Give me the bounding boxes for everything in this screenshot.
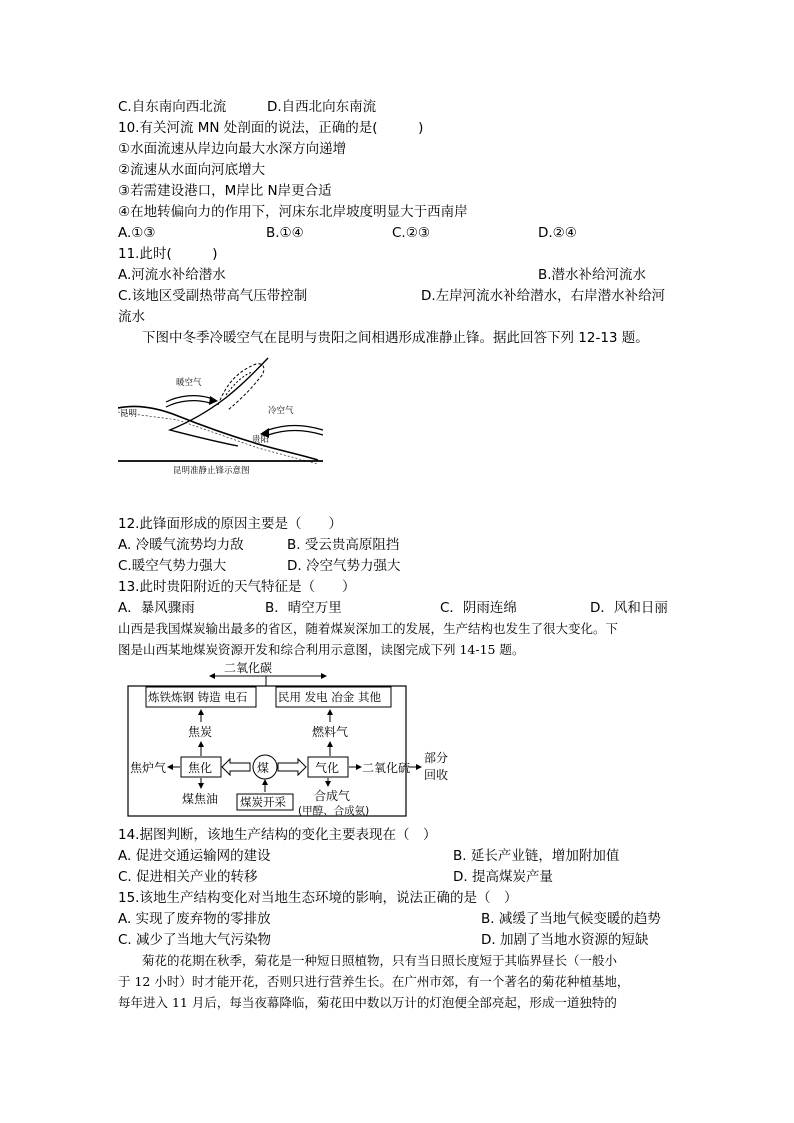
coal-tar-label: 煤焦油 [182,792,219,806]
right-use-box: 民用 发电 冶金 其他 [278,690,381,704]
syngas-label: 合成气 [314,789,351,803]
q15-option-a: A. 实现了废弃物的零排放 [118,911,271,927]
kunming-label: 昆明 [120,409,138,419]
q13-option-a: A．暴风骤雨 [118,600,195,616]
coking-box: 焦化 [188,761,213,775]
q15-option-d: D. 加剧了当地水资源的短缺 [481,932,649,948]
q14-option-a: A. 促进交通运输网的建设 [118,848,271,864]
q10-stem: 10.有关河流 MN 处剖面的说法，正确的是( ) [118,120,424,136]
q9-option-c: C.自东南向西北流 [118,99,227,115]
partial-label: 部分 [424,751,449,765]
coal-utilization-diagram [126,660,466,820]
warm-air-label: 暖空气 [176,378,202,388]
so2-label: 二氧化硫 [362,761,411,775]
q14-stem: 14.据图判断，该地生产结构的变化主要表现在（ ） [118,827,437,843]
coal-circle: 煤 [257,761,270,775]
coal-mining-box: 煤炭开采 [240,795,286,809]
q10-statement-4: ④在地转偏向力的作用下，河床东北岸坡度明显大于西南岸 [118,204,468,220]
q12-option-b: B. 受云贵高原阻挡 [287,537,400,553]
front-diagram-caption: 昆明准静止锋示意图 [173,466,250,475]
coke-oven-gas-label: 焦炉气 [130,761,167,775]
passage-line2: 于 12 小时）时才能开花，否则只进行营养生长。在广州市郊，有一个著名的菊花种植基地， [118,974,630,989]
q11-option-b: B.潜水补给河流水 [538,267,647,283]
q15-option-b: B. 减缓了当地气候变暖的趋势 [481,911,661,927]
q11-option-a: A.河流水补给潜水 [118,267,226,283]
q11-option-d-line2: 流水 [118,309,145,325]
q10-statement-3: ③若需建设港口，M岸比 N岸更合适 [118,183,332,199]
gasification-box: 气化 [315,761,340,775]
q14-option-c: C. 促进相关产业的转移 [118,869,258,885]
q13-option-b: B．晴空万里 [265,600,342,616]
q11-stem: 11.此时( ) [118,246,218,262]
q10-option-a: A.①③ [118,225,156,241]
cold-air-label: 冷空气 [268,406,294,416]
intro-12-13: 下图中冬季冷暖空气在昆明与贵阳之间相遇形成准静止锋。据此回答下列 12-13 题。 [142,330,649,346]
q10-option-b: B.①④ [266,225,304,241]
q14-option-d: D. 提高煤炭产量 [453,869,553,885]
intro-14-15-line2: 图是山西某地煤炭资源开发和综合利用示意图，读图完成下列 14-15 题。 [118,642,525,657]
q10-option-c: C.②③ [392,225,430,241]
q12-option-c: C.暖空气势力强大 [118,558,227,574]
quasi-stationary-front-diagram [118,350,333,475]
passage-line3: 每年进入 11 月后，每当夜幕降临，菊花田中数以万计的灯泡便全部亮起，形成一道独特的 [118,995,617,1010]
q12-stem: 12.此锋面形成的原因主要是（ ） [118,516,342,532]
q12-option-d: D. 冷空气势力强大 [287,558,401,574]
co2-top-label: 二氧化碳 [224,661,273,675]
q12-option-a: A. 冷暖气流势均力敌 [118,537,244,553]
q10-statement-1: ①水面流速从岸边向最大水深方向递增 [118,141,347,157]
q13-option-d: D．风和日丽 [590,600,668,616]
recovery-label: 回收 [424,768,449,782]
q11-option-d-line1: D.左岸河流水补给潜水，右岸潜水补给河 [421,288,666,304]
passage-line1: 菊花的花期在秋季，菊花是一种短日照植物，只有当日照长度短于其临界昼长（一般小 [142,953,618,968]
q11-option-c: C.该地区受副热带高气压带控制 [118,288,308,304]
guiyang-label: 贵阳 [252,435,270,445]
intro-14-15-line1: 山西是我国煤炭输出最多的省区，随着煤炭深加工的发展，生产结构也发生了很大变化。下 [118,621,619,636]
coke-label: 焦炭 [188,725,213,739]
q13-option-c: C．阴雨连绵 [440,600,517,616]
left-use-box: 炼铁炼钢 铸造 电石 [148,690,248,704]
q10-statement-2: ②流速从水面向河底增大 [118,162,266,178]
syngas-note: (甲醇、合成氨) [298,805,370,817]
q15-option-c: C. 减少了当地大气污染物 [118,932,272,948]
q15-stem: 15.该地生产结构变化对当地生态环境的影响，说法正确的是（ ） [118,890,518,906]
q10-option-d: D.②④ [538,225,577,241]
q9-option-d: D.自西北向东南流 [267,99,377,115]
fuel-gas-label: 燃料气 [312,725,349,739]
q14-option-b: B. 延长产业链，增加附加值 [453,848,620,864]
q13-stem: 13.此时贵阳附近的天气特征是（ ） [118,579,356,595]
